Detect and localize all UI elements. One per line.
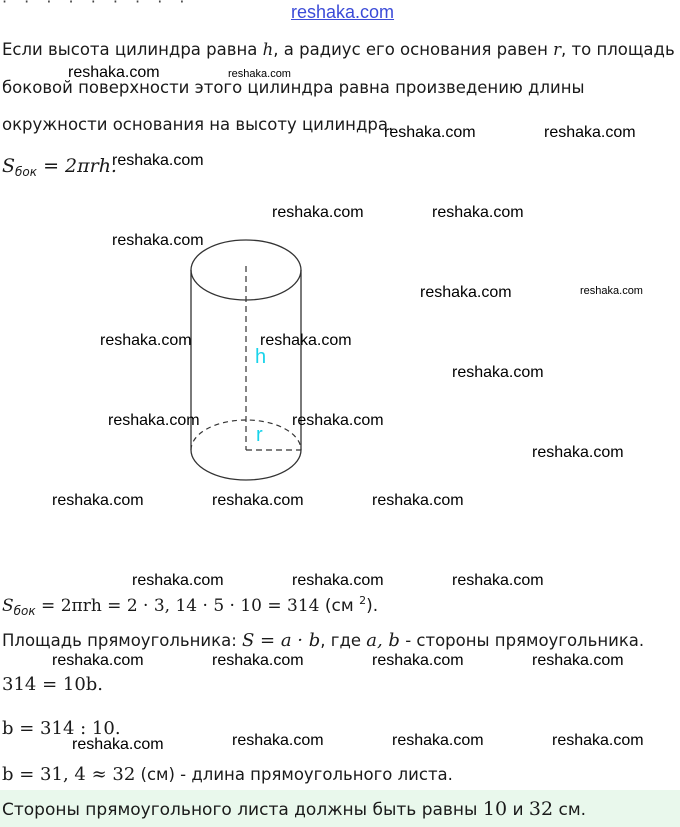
watermark: reshaka.com <box>580 285 643 297</box>
answer-text <box>2 798 586 820</box>
cylinder-figure <box>180 230 320 490</box>
cut-off-top-line: · · · · · · · · · <box>2 0 191 11</box>
calc-rhs: = 2πrh = 2 · 3, 14 · 5 · 10 = 314 <box>35 596 320 616</box>
definition-line-1 <box>2 40 675 59</box>
calc-line-4: b = 314 : 10. <box>2 718 121 739</box>
calc-unit: (см <box>319 596 360 616</box>
watermark: reshaka.com <box>292 412 384 429</box>
watermark: reshaka.com <box>132 572 224 589</box>
watermark: reshaka.com <box>420 284 512 301</box>
definition-line-3: окружности основания на высоту цилиндра. <box>2 115 394 134</box>
text: , где <box>320 631 367 650</box>
formula-lateral-area <box>2 155 117 179</box>
watermark: reshaka.com <box>372 652 464 669</box>
watermark: reshaka.com <box>52 492 144 509</box>
watermark: reshaka.com <box>372 492 464 509</box>
cylinder-bottom-front <box>191 450 301 480</box>
watermark: reshaka.com <box>228 68 291 80</box>
label-h: h <box>255 346 267 368</box>
calc-sup: 2 <box>359 594 367 607</box>
watermark: reshaka.com <box>532 444 624 461</box>
text: см. <box>553 800 587 820</box>
text: Стороны прямоугольного листа должны быть равны <box>2 800 483 820</box>
text: Площадь прямоугольника: <box>2 631 242 650</box>
calc-line-3: 314 = 10b. <box>2 674 104 695</box>
watermark: reshaka.com <box>212 492 304 509</box>
calc-s: S <box>2 596 14 616</box>
calc-line-2 <box>2 630 644 651</box>
formula-sub: бок <box>15 165 38 179</box>
calc-line-5 <box>2 764 453 785</box>
watermark: reshaka.com <box>52 652 144 669</box>
watermark: reshaka.com <box>544 124 636 141</box>
watermark: reshaka.com <box>452 364 544 381</box>
watermark-top-link[interactable]: reshaka.com <box>291 2 395 22</box>
watermark: reshaka.com <box>72 736 164 753</box>
label-r: r <box>256 424 263 446</box>
text: , а радиус его основания равен <box>273 40 554 59</box>
var-r: r <box>553 40 562 59</box>
watermark: reshaka.com <box>292 572 384 589</box>
formula-rhs: = 2πrh. <box>37 155 117 177</box>
var-h: h <box>262 40 274 59</box>
watermark: reshaka.com <box>552 732 644 749</box>
text: и <box>507 800 529 820</box>
watermark: reshaka.com <box>108 412 200 429</box>
text: (см) - длина прямоугольного листа. <box>135 765 453 784</box>
watermark: reshaka.com <box>452 572 544 589</box>
watermark: reshaka.com <box>232 732 324 749</box>
answer-n1: 10 <box>482 798 508 820</box>
definition-line-2: боковой поверхности этого цилиндра равна произведению длины <box>2 78 585 97</box>
watermark: reshaka.com <box>272 204 364 221</box>
watermark: reshaka.com <box>384 124 476 141</box>
watermark: reshaka.com <box>212 652 304 669</box>
answer-n2: 32 <box>528 798 554 820</box>
length-result: b = 31, 4 ≈ 32 <box>2 764 136 785</box>
calc-sub: бок <box>13 604 36 618</box>
text: Если высота цилиндра равна <box>2 40 263 59</box>
rect-formula: S = a · b <box>242 630 321 651</box>
answer-box <box>0 790 680 827</box>
vars-ab: a, b <box>366 630 400 651</box>
watermark: reshaka.com <box>260 332 352 349</box>
watermark: reshaka.com <box>392 732 484 749</box>
watermark: reshaka.com <box>68 64 160 81</box>
cylinder-bottom-back <box>191 420 301 450</box>
text: - стороны прямоугольника. <box>399 631 645 650</box>
watermark: reshaka.com <box>432 204 524 221</box>
calc-end: ). <box>366 596 379 616</box>
formula-s: S <box>2 155 16 177</box>
text: , то площадь <box>561 40 675 59</box>
watermark: reshaka.com <box>532 652 624 669</box>
watermark: reshaka.com <box>112 152 204 169</box>
watermark: reshaka.com <box>100 332 192 349</box>
calc-line-1 <box>2 594 378 618</box>
watermark: reshaka.com <box>112 232 204 249</box>
